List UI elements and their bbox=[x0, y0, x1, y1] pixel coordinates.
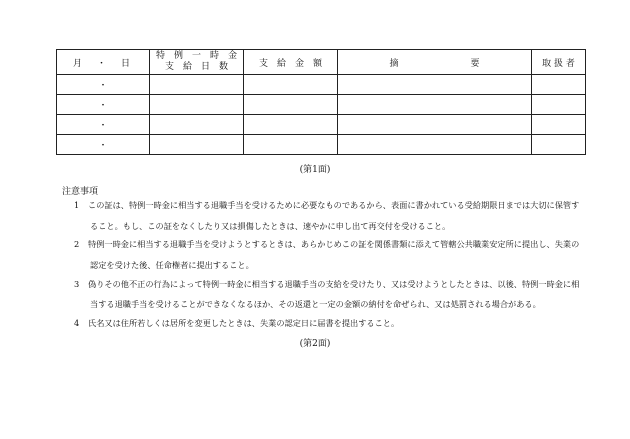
note-number: 1 bbox=[74, 200, 80, 210]
note-text: 偽りその他不正の行為によって特例一時金に相当する退職手当の支給を受けたり、又は受けようとしたときは、以後、特例一時金に相 bbox=[88, 279, 580, 289]
note-item-2-line1 bbox=[74, 239, 580, 249]
note-item-2-line2: 認定を受けた後、任命権者に提出すること。 bbox=[90, 260, 254, 270]
cell-note[interactable] bbox=[338, 135, 532, 155]
note-item-1-line2: ること。もし、この証をなくしたり又は損傷したときは、速やかに申し出て再交付を受けること。 bbox=[90, 221, 451, 231]
note-item-3-line2: 当する退職手当を受けることができなくなるほか、その返還と一定の金額の納付を命ぜられ、又は処罰される場合がある。 bbox=[90, 299, 541, 309]
cell-amount[interactable] bbox=[244, 115, 338, 135]
header-days bbox=[150, 50, 244, 75]
note-text: 氏名又は住所若しくは居所を変更したときは、失業の認定日に届書を提出すること。 bbox=[88, 318, 400, 328]
header-note: 摘 要 bbox=[338, 50, 532, 75]
table-row bbox=[57, 135, 586, 155]
table-row bbox=[57, 115, 586, 135]
cell-date[interactable]: ・ bbox=[57, 75, 150, 95]
cell-note[interactable] bbox=[338, 75, 532, 95]
note-number: 2 bbox=[74, 239, 80, 249]
header-handler: 取 扱 者 bbox=[532, 50, 586, 75]
cell-amount[interactable] bbox=[244, 75, 338, 95]
cell-handler[interactable] bbox=[532, 95, 586, 115]
cell-days[interactable] bbox=[150, 75, 244, 95]
cell-days[interactable] bbox=[150, 115, 244, 135]
header-date: 月 ・ 日 bbox=[57, 50, 150, 75]
cell-amount[interactable] bbox=[244, 95, 338, 115]
header-amount: 支 給 金 額 bbox=[244, 50, 338, 75]
cell-days[interactable] bbox=[150, 95, 244, 115]
note-item-1-line1 bbox=[74, 200, 580, 210]
cell-handler[interactable] bbox=[532, 135, 586, 155]
note-text: 特例一時金に相当する退職手当を受けようとするときは、あらかじめこの証を関係書類に添えて管轄公共職業安定所に提出し、失業の bbox=[88, 239, 580, 249]
cell-handler[interactable] bbox=[532, 115, 586, 135]
cell-date[interactable]: ・ bbox=[57, 95, 150, 115]
note-text: この証は、特例一時金に相当する退職手当を受けるために必要なものであるから、表面に書かれている受給期限日までは大切に保管す bbox=[88, 200, 580, 210]
cell-date[interactable]: ・ bbox=[57, 115, 150, 135]
header-days-line2: 支 給 日 数 bbox=[164, 62, 228, 72]
note-item-3-line1 bbox=[74, 279, 580, 289]
notes-title: 注意事項 bbox=[62, 187, 99, 197]
table-header-row bbox=[57, 50, 586, 75]
cell-handler[interactable] bbox=[532, 75, 586, 95]
page-caption-side2: (第2面) bbox=[299, 339, 331, 349]
cell-note[interactable] bbox=[338, 95, 532, 115]
page-caption-side1: (第1面) bbox=[299, 165, 331, 175]
table-row bbox=[57, 75, 586, 95]
cell-note[interactable] bbox=[338, 115, 532, 135]
cell-days[interactable] bbox=[150, 135, 244, 155]
benefit-record-table bbox=[56, 49, 586, 155]
note-number: 4 bbox=[74, 318, 80, 328]
header-days-line1: 特 例 一 時 金 bbox=[155, 51, 237, 61]
cell-date[interactable]: ・ bbox=[57, 135, 150, 155]
table-row bbox=[57, 95, 586, 115]
cell-amount[interactable] bbox=[244, 135, 338, 155]
note-number: 3 bbox=[74, 279, 80, 289]
note-item-4-line1 bbox=[74, 318, 574, 328]
